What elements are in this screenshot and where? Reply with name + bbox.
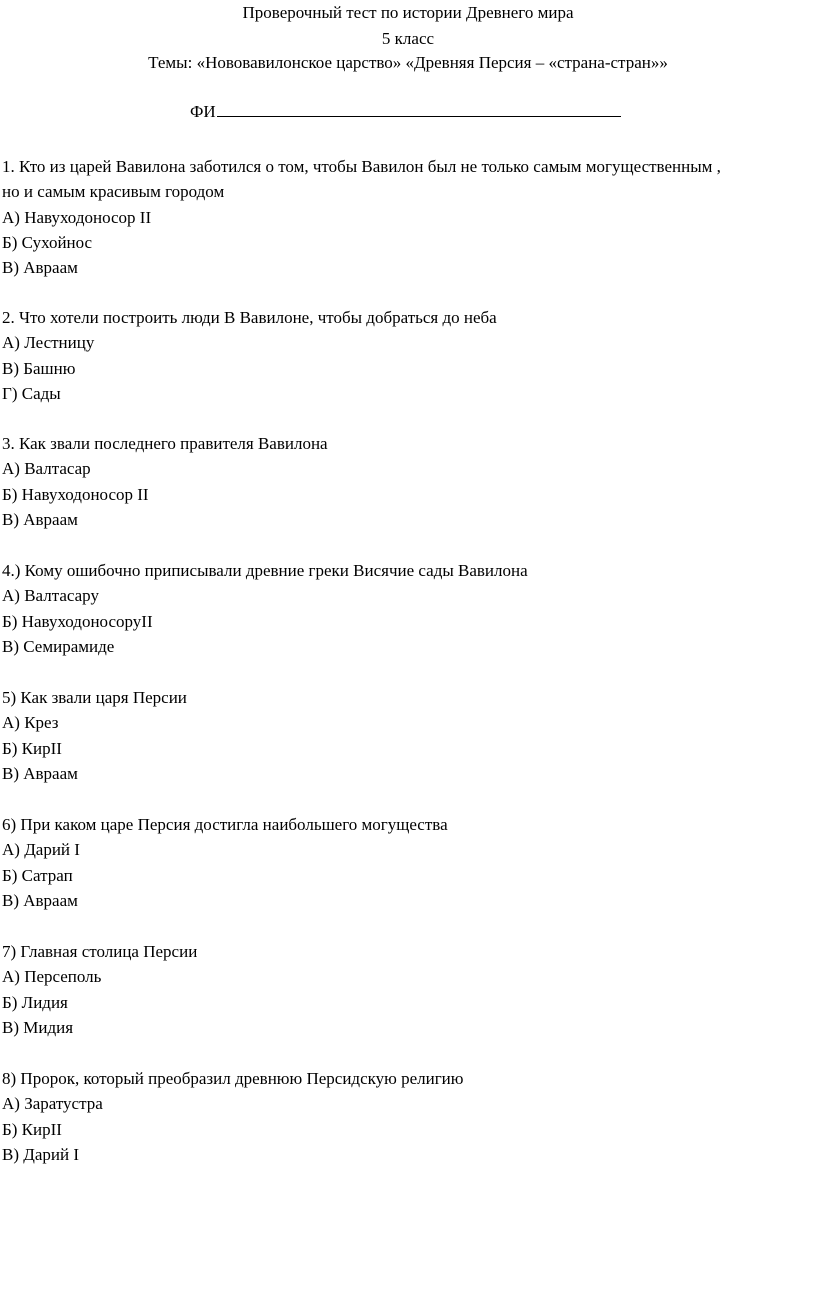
answer-option: Б) КирII — [2, 1119, 62, 1139]
answer-option: Б) Навуходоносор II — [2, 484, 149, 504]
grade-label: 5 класс — [381, 29, 435, 48]
question-1 — [2, 154, 814, 280]
question-text: 8) Пророк, который преобразил древнюю Персидскую религию — [2, 1069, 464, 1088]
answer-option: В) Мидия — [2, 1017, 74, 1037]
answer-option: Б) КирII — [2, 738, 62, 758]
question-7 — [2, 939, 814, 1040]
question-text: 4.) Кому ошибочно приписывали древние греки Висячие сады Вавилона — [2, 561, 528, 580]
question-text: 5) Как звали царя Персии — [2, 688, 187, 707]
answer-option: В) Семирамиде — [2, 636, 115, 656]
answer-option: Б) Лидия — [2, 992, 68, 1012]
answer-option: В) Башню — [2, 358, 76, 378]
answer-option: А) Дарий I — [2, 840, 80, 860]
answer-option: А) Лестницу — [2, 333, 95, 353]
answer-option: В) Авраам — [2, 509, 78, 529]
question-8 — [2, 1066, 814, 1167]
answer-option: В) Авраам — [2, 890, 78, 910]
answer-option: Г) Сады — [2, 383, 61, 403]
question-5 — [2, 685, 814, 786]
question-2 — [2, 305, 814, 406]
answer-option: Б) Сатрап — [2, 865, 73, 885]
answer-option: А) Навуходоносор II — [2, 207, 152, 227]
question-6 — [2, 812, 814, 913]
answer-option: В) Дарий I — [2, 1144, 79, 1164]
question-text: 6) При каком царе Персия достигла наибольшего могущества — [2, 815, 448, 834]
answer-option: А) Валтасар — [2, 459, 91, 479]
document-title: Проверочный тест по истории Древнего мира — [242, 3, 574, 22]
answer-option: Б) НавуходоносоруII — [2, 611, 153, 631]
question-text: 3. Как звали последнего правителя Вавилона — [2, 434, 328, 453]
answer-option: А) Валтасару — [2, 586, 99, 606]
name-field — [190, 101, 621, 123]
name-label: ФИ — [190, 102, 216, 121]
answer-option: А) Крез — [2, 713, 59, 733]
topics-line: Темы: «Нововавилонское царство» «Древняя Персия – «страна-стран»» — [148, 53, 668, 72]
question-text-continued: но и самым красивым городом — [2, 182, 225, 202]
question-text: 1. Кто из царей Вавилона заботился о том, чтобы Вавилон был не только самым могущественным , — [2, 157, 721, 176]
question-3 — [2, 431, 814, 532]
answer-option: В) Авраам — [2, 258, 78, 278]
question-text: 7) Главная столица Персии — [2, 942, 198, 961]
answer-option: А) Персеполь — [2, 967, 102, 987]
answer-option: Б) Сухойнос — [2, 232, 93, 252]
answer-option: А) Заратустра — [2, 1094, 103, 1114]
answer-option: В) Авраам — [2, 763, 78, 783]
question-4 — [2, 558, 814, 659]
question-text: 2. Что хотели построить люди В Вавилоне, чтобы добраться до неба — [2, 308, 497, 327]
name-underline — [217, 101, 621, 117]
